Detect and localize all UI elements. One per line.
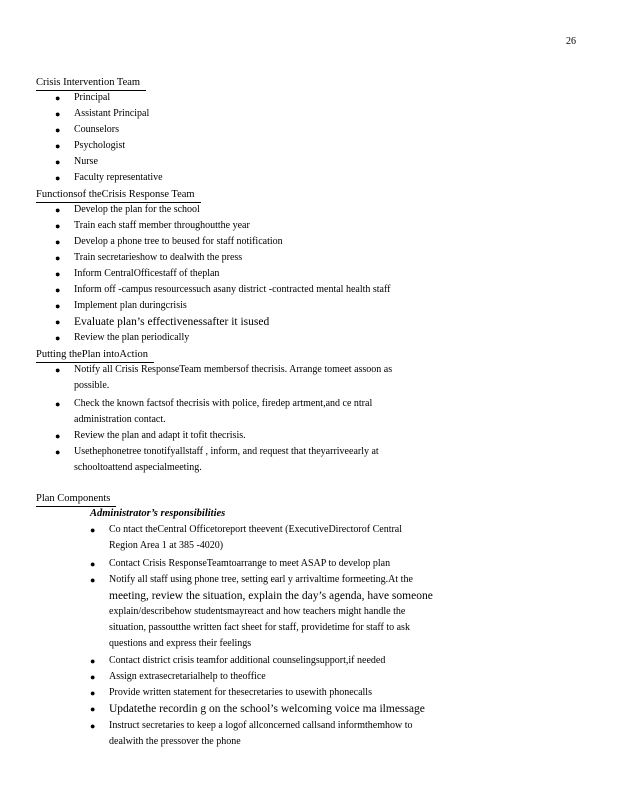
list-item [55,218,250,234]
action-heading: Putting thePlan intoAction [36,348,154,363]
components-heading: Plan Components [36,492,116,507]
list-item-text: Counselors [74,124,119,135]
list-item-text: Psychologist [74,140,126,151]
bullet-icon: ● [55,317,61,327]
bullet-icon: ● [55,221,61,231]
list-item-text: Nurse [74,156,98,167]
list-item-text: Review the plan and adapt it tofit thecrisis. [74,430,246,441]
bullet-icon: ● [90,575,96,585]
bullet-icon: ● [90,721,96,731]
list-item [90,572,433,652]
list-item [55,362,392,394]
list-item [90,556,390,572]
list-item-text: Contact district crisis teamfor additional counselingsupport,if needed [109,655,386,666]
bullet-icon: ● [55,109,61,119]
team-heading: Crisis Intervention Team [36,76,146,91]
list-item-text: Provide written statement for thesecretaries to usewith phonecalls [109,687,372,698]
list-item-text: Assistant Principal [74,108,150,119]
list-item [90,522,402,554]
bullet-icon: ● [55,431,61,441]
list-item-text: Train secretarieshow to dealwith the press [74,252,243,263]
list-item [55,234,283,250]
bullet-icon: ● [55,301,61,311]
list-item-text-continued: dealwith the pressover the phone [109,736,241,747]
list-item-text: Develop a phone tree to beused for staff notification [74,236,283,247]
list-item-text: Instruct secretaries to keep a logof allconcerned callsand informthemhow to [109,720,413,731]
bullet-icon: ● [55,93,61,103]
list-item [90,685,372,701]
list-item [55,314,269,330]
bullet-icon: ● [55,125,61,135]
bullet-icon: ● [55,447,61,457]
bullet-icon: ● [55,253,61,263]
list-item [90,701,425,717]
list-item [55,122,119,138]
list-item-text: Assign extrasecretarialhelp to theoffice [109,671,266,682]
list-item [55,396,372,428]
list-item [90,653,385,669]
list-item [55,250,242,266]
bullet-icon: ● [55,173,61,183]
list-item-text-continued: situation, passoutthe written fact sheet for staff, providetime for staff to ask [109,622,410,633]
list-item-text: Co ntact theCentral Officetoreport theevent (ExecutiveDirectorof Central [109,524,403,535]
list-item [55,154,98,170]
bullet-icon: ● [90,704,96,714]
bullet-icon: ● [55,365,61,375]
bullet-icon: ● [55,269,61,279]
list-item [55,138,125,154]
list-item-text: Principal [74,92,111,103]
list-item-text: Evaluate plan’s effectivenessafter it isused [74,316,270,328]
bullet-icon: ● [55,205,61,215]
list-item [55,202,200,218]
bullet-icon: ● [55,333,61,343]
list-item [55,428,246,444]
bullet-icon: ● [55,157,61,167]
list-item-text-continued: meeting, review the situation, explain the day’s agenda, have someone [109,590,433,602]
list-item-text: Train each staff member throughoutthe year [74,220,250,231]
bullet-icon: ● [55,141,61,151]
list-item-text-continued: questions and express their feelings [109,638,252,649]
list-item [90,718,413,750]
bullet-icon: ● [55,399,61,409]
list-item [55,266,219,282]
list-item [55,90,110,106]
list-item [55,282,390,298]
list-item-text: Inform CentralOfficestaff of theplan [74,268,220,279]
bullet-icon: ● [90,559,96,569]
bullet-icon: ● [55,285,61,295]
list-item-text: Updatethe recordin g on the school’s welcoming voice ma ilmessage [109,703,425,715]
list-item-text-continued: administration contact. [74,414,166,425]
list-item-text: Implement plan duringcrisis [74,300,187,311]
bullet-icon: ● [90,656,96,666]
list-item-text: Inform off -campus resourcessuch asany district -contracted mental health staff [74,284,391,295]
list-item [55,330,189,346]
list-item-text-continued: explain/describehow studentsmayreact and how teachers might handle the [109,606,406,617]
list-item [55,444,379,476]
list-item-text: Review the plan periodically [74,332,190,343]
list-item [55,298,187,314]
list-item [55,170,163,186]
list-item-text: Notify all staff using phone tree, setting earl y arrivaltime formeeting.At the [109,574,413,585]
list-item-text: Usethephonetree tonotifyallstaff , inform, and request that theyarriveearly at [74,446,379,457]
list-item-text-continued: Region Area 1 at 385 -4020) [109,540,224,551]
functions-heading: Functionsof theCrisis Response Team [36,188,201,203]
list-item [55,106,149,122]
page-number: 26 [566,36,576,47]
list-item-text: Contact Crisis ResponseTeamtoarrange to meet ASAP to develop plan [109,558,391,569]
list-item-text-continued: schooltoattend aspecialmeeting. [74,462,202,473]
bullet-icon: ● [90,525,96,535]
list-item-text: Check the known factsof thecrisis with police, firedep artment,and ce ntral [74,398,373,409]
list-item-text: Faculty representative [74,172,163,183]
list-item-text-continued: possible. [74,380,110,391]
list-item-text: Notify all Crisis ResponseTeam membersof thecrisis. Arrange tomeet assoon as [74,364,393,375]
list-item [90,669,266,685]
responsibilities-subheading: Administrator’s responsibilities [90,508,226,519]
bullet-icon: ● [55,237,61,247]
bullet-icon: ● [90,688,96,698]
list-item-text: Develop the plan for the school [74,204,200,215]
bullet-icon: ● [90,672,96,682]
